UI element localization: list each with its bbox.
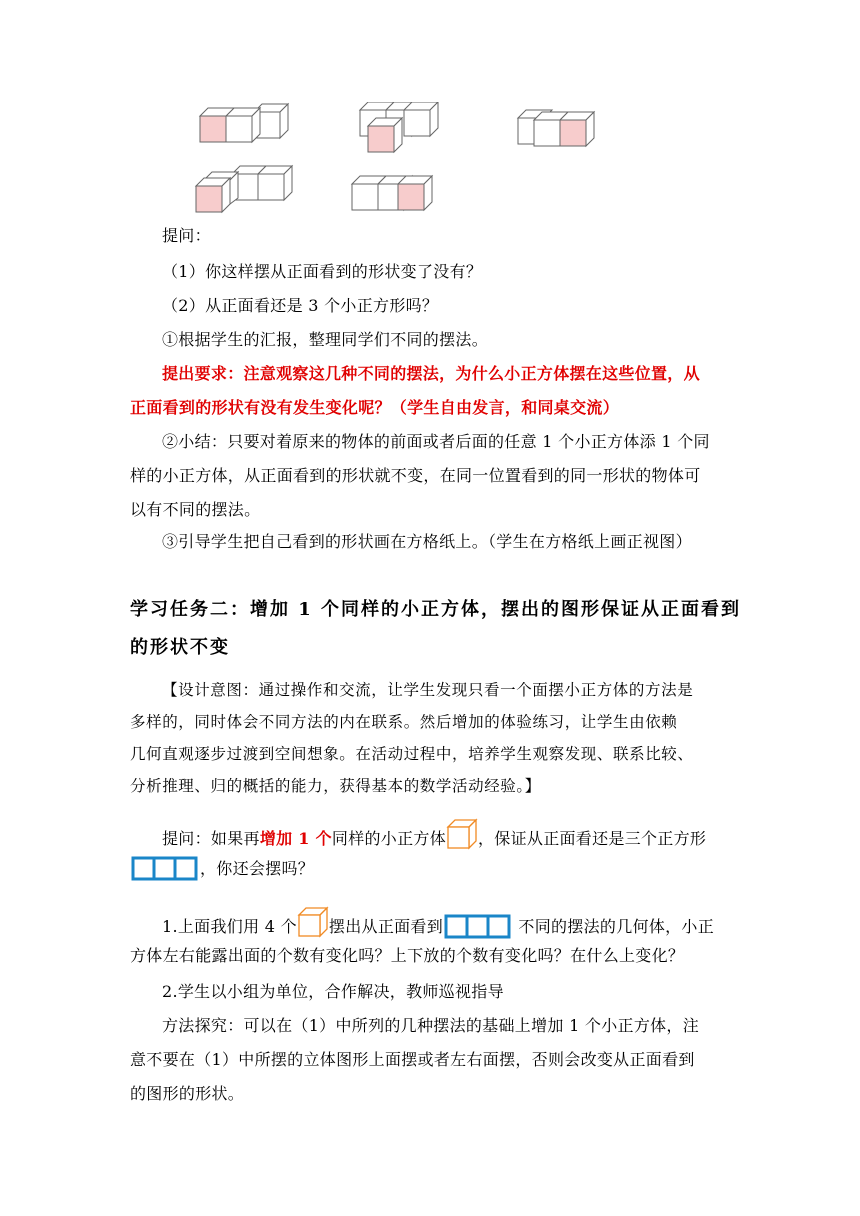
design-intent-line-4: 分析推理、归的概括的能力，获得基本的数学活动经验。】 [130,777,541,795]
ask-mid: 同样的小正方体 [331,829,446,848]
step-3: ③引导学生把自己看到的形状画在方格纸上。（学生在方格纸上画正视图） [162,532,692,551]
summary-line-1: ②小结：只要对着原来的物体的前面或者后面的任意 1 个小正方体添 1 个同 [162,432,710,451]
cube-figures [0,0,860,230]
cube-arrangement-2 [358,102,442,154]
question-1: （1）你这样摆从正面看到的形状变了没有？ [162,262,483,281]
item-1-mid: 摆出从正面看到 [328,917,444,936]
design-intent-line-3: 几何直观逐步过渡到空间想象。在活动过程中，培养学生观察发现、联系比较、 [130,745,694,763]
method-line-2: 意不要在（1）中所摆的立体图形上面摆或者左右面摆，否则会改变从正面看到 [130,1050,695,1069]
orange-cube-icon [297,906,329,943]
question-2: （2）从正面看还是 3 个小正方形吗？ [162,296,439,315]
cube-arrangement-1 [198,100,290,144]
summary-line-3: 以有不同的摆法。 [130,500,261,519]
cube-arrangement-5 [350,170,440,214]
method-line-3: 的图形的形状。 [130,1084,245,1103]
cube-arrangement-3 [516,104,600,148]
requirement-line-1: 提出要求：注意观察这几种不同的摆法，为什么小正方体摆在这些位置，从 [162,364,700,383]
summary-line-2: 样的小正方体，从正面看到的形状就不变，在同一位置看到的同一形状的物体可 [130,466,701,485]
three-squares-icon [130,856,200,887]
ask-line-2 [130,856,730,887]
question-label: 提问： [162,226,211,245]
item-1-line-1 [162,906,762,945]
ask-line-1 [162,818,762,855]
method-line-1: 方法探究：可以在（1）中所列的几种摆法的基础上增加 1 个小正方体，注 [162,1016,700,1035]
design-intent-line-1: 【设计意图：通过操作和交流，让学生发现只看一个面摆小正方体的方法是 [162,681,694,699]
task-2-heading-line-2: 的形状不变 [130,637,230,658]
design-intent-line-2: 多样的，同时体会不同方法的内在联系。然后增加的体验练习，让学生由依赖 [130,713,678,731]
item-2: 2.学生以小组为单位，合作解决，教师巡视指导 [162,982,504,1001]
task-2-heading-line-1: 学习任务二：增加 1 个同样的小正方体，摆出的图形保证从正面看到 [130,599,742,620]
ask-red-emphasis: 增加 1 个 [259,829,332,848]
ask-prefix: 提问：如果再 [162,829,260,848]
item-1-prefix: 1.上面我们用 4 个 [162,917,297,936]
cube-arrangement-4 [194,164,294,214]
item-1-line-2: 方体左右能露出面的个数有变化吗？上下放的个数有变化吗？在什么上变化？ [130,946,685,965]
ask-line-2-text: ，你还会摆吗？ [200,859,315,878]
three-squares-icon [443,914,513,945]
step-1: ①根据学生的汇报，整理同学们不同的摆法。 [162,330,489,349]
orange-cube-icon [446,818,478,855]
ask-suffix: ，保证从正面看还是三个正方形 [478,829,707,848]
requirement-line-2: 正面看到的形状有没有发生变化呢？（学生自由发言，和同桌交流） [130,398,620,417]
item-1-suffix: 不同的摆法的几何体，小正 [513,917,715,936]
